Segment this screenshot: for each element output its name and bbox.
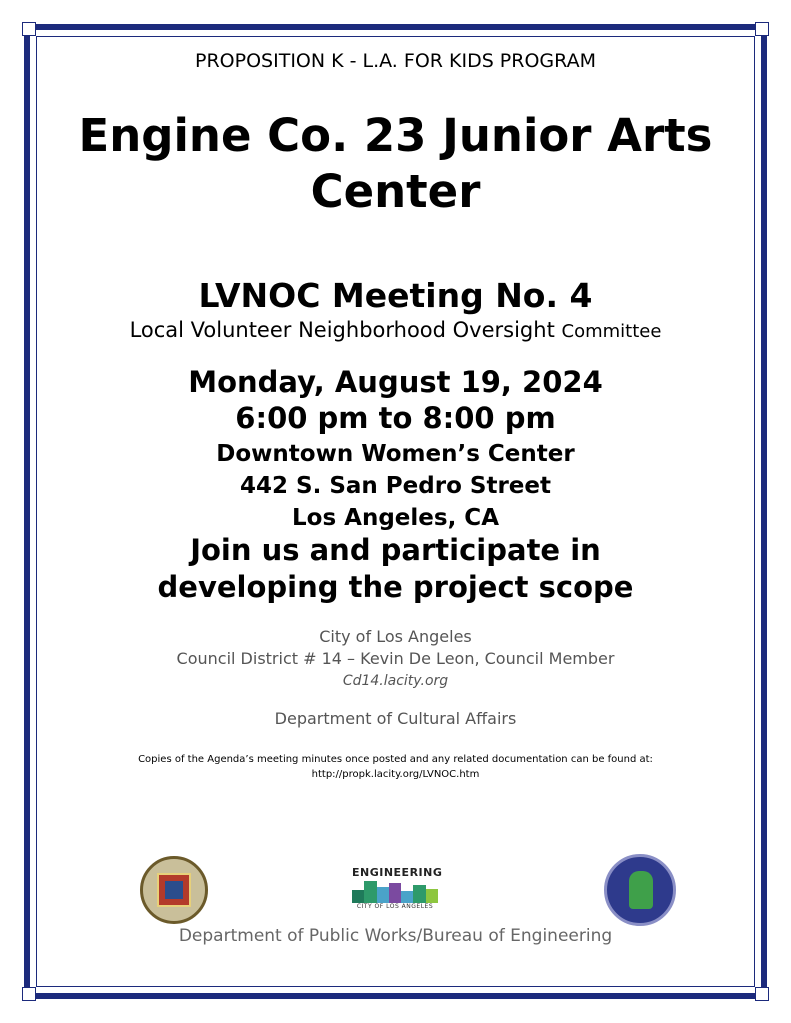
city-name: City of Los Angeles [319, 627, 472, 646]
border-corner [755, 987, 769, 1001]
seal-center [165, 881, 183, 899]
venue [0, 438, 791, 534]
engineering-sub: CITY OF LOS ANGELES [356, 903, 434, 910]
city-seal-logo [140, 856, 208, 924]
committee-name [0, 318, 791, 342]
title-line-2: Center [310, 165, 481, 218]
meeting-date: Monday, August 19, 2024 [188, 365, 603, 399]
border-corner [22, 987, 36, 1001]
border-corner [755, 22, 769, 36]
seal-emblem [629, 871, 653, 909]
council-district: Council District # 14 – Kevin De Leon, Council Member [176, 649, 615, 668]
copies-url[interactable]: http://propk.lacity.org/LVNOC.htm [311, 769, 480, 780]
footer-department: Department of Public Works/Bureau of Engineering [178, 926, 613, 946]
copies-note [0, 752, 791, 782]
venue-name: Downtown Women’s Center [216, 441, 575, 467]
city-info [0, 626, 791, 692]
title-line-1: Engine Co. 23 Junior Arts [78, 109, 713, 162]
copies-text: Copies of the Agenda’s meeting minutes once posted and any related documentation can be found at: [138, 754, 653, 765]
meeting-name: LVNOC Meeting No. 4 [198, 276, 593, 315]
engineering-skyline [352, 881, 438, 903]
venue-city: Los Angeles, CA [292, 505, 499, 531]
page-title [0, 108, 791, 220]
schedule [0, 364, 791, 436]
call-to-action [0, 532, 791, 606]
committee-tail: Committee [561, 321, 662, 342]
engineering-logo [352, 866, 443, 914]
program-heading: PROPOSITION K - L.A. FOR KIDS PROGRAM [195, 50, 596, 72]
department-cultural-affairs: Department of Cultural Affairs [274, 709, 517, 728]
council-url[interactable]: Cd14.lacity.org [342, 673, 449, 689]
cta-line-2: developing the project scope [157, 570, 634, 604]
engineering-label: ENGINEERING [352, 866, 443, 879]
border-corner [22, 22, 36, 36]
cta-line-1: Join us and participate in [190, 533, 601, 567]
meeting-time: 6:00 pm to 8:00 pm [235, 401, 556, 435]
venue-street: 442 S. San Pedro Street [240, 473, 551, 499]
recreation-parks-seal-logo [604, 854, 676, 926]
committee-main: Local Volunteer Neighborhood Oversight [129, 318, 555, 342]
